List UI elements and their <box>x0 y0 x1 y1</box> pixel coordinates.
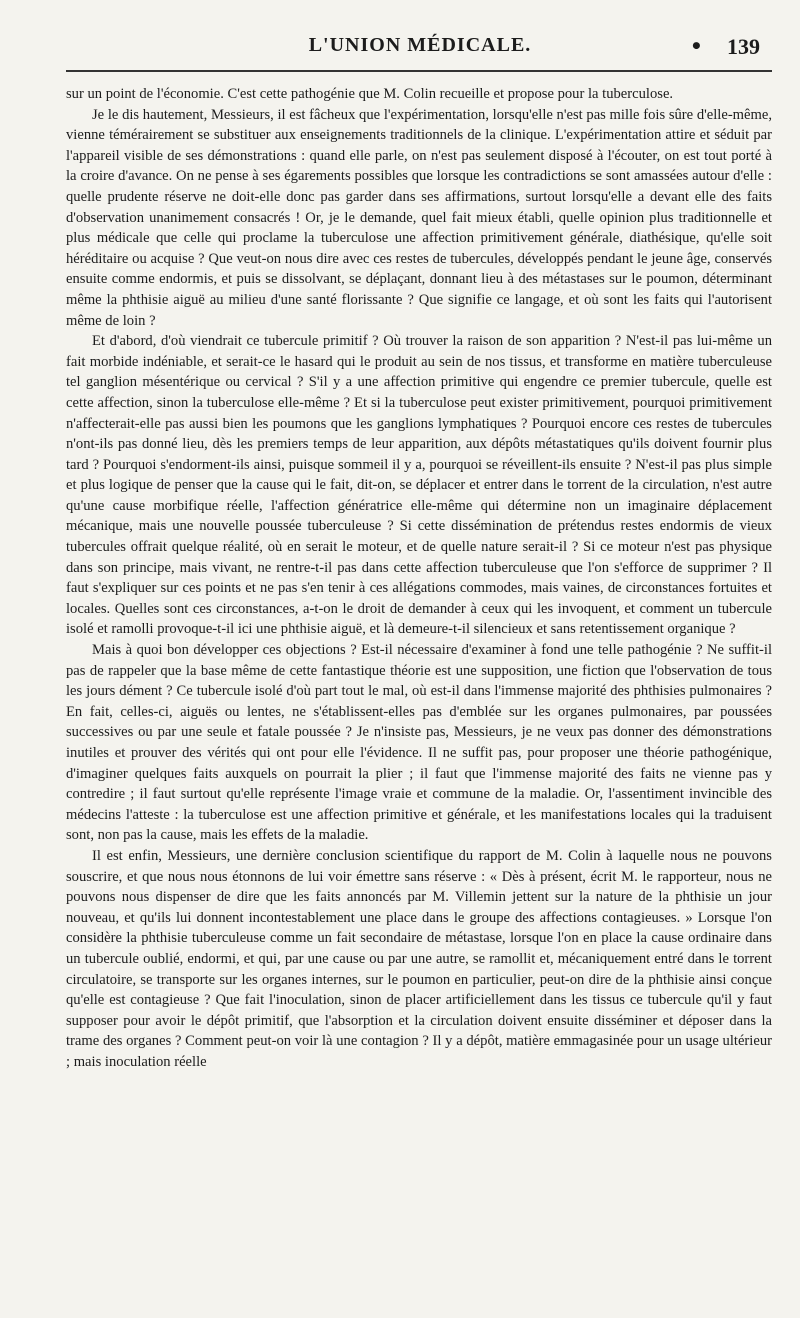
paragraph: Je le dis hautement, Messieurs, il est fâcheux que l'expérimentation, lorsqu'elle n'est pas mille fois sûre d'elle-même, vienne témérairement se substituer aux enseignements traditionnels de la clinique. L'expérimentation attire et séduit par l'appareil visible de ses démonstrations : quand elle parle, on n'est pas seulement disposé à l'écouter, on est tout porté à la croire d'avance. On ne pense à ses égarements possibles que lorsque les contradictions se sont amassées autour d'elle : quelle prudente réserve ne doit-elle donc pas garder dans ses affirmations, surtout lorsqu'elle a devant elle des faits d'observation unanimement consacrés ! Or, je le demande, quel fait mieux établi, quelle opinion plus traditionnelle et plus médicale que celle qui proclame la tuberculose une affection primitivement générale, diathésique, qu'elle soit héréditaire ou acquise ? Que veut-on nous dire avec ces restes de tubercules, développés pendant le jeune âge, conservés ensuite comme endormis, et puis se dissolvant, se déplaçant, donnant lieu à des métastases sur le poumon, déterminant même la phthisie aiguë au milieu d'une santé florissante ? Que signifie ce langage, et où sont les faits qui l'autorisent même de loin ? <box>66 106 772 329</box>
header-marker: • <box>690 34 703 58</box>
running-title: L'UNION MÉDICALE. <box>308 34 532 56</box>
page-number: 139 <box>727 34 760 59</box>
paragraph: Et d'abord, d'où viendrait ce tubercule primitif ? Où trouver la raison de son apparition ? N'est-il pas lui-même un fait morbide indéniable, et serait-ce le hasard qui le produit au sein de nos tissus, et transforme en matière tuberculeuse tel ganglion mésentérique ou cervical ? S'il y a une affection primitive qui engendre ce premier tubercule, quelle est cette affection, sinon la tuberculose elle-même ? Et si la tuberculose peut exister primitivement, pourquoi primitivement n'affecterait-elle pas aussi bien les poumons que les ganglions lymphatiques ? Pourquoi encore ces restes de tubercules n'ont-ils pas donné lieu, dès les premiers temps de leur apparition, aux dépôts métastatiques qu'ils doivent fournir plus tard ? Pourquoi s'endorment-ils ainsi, puisque sommeil il y a, pourquoi se réveillent-ils ensuite ? N'est-il pas plus simple et plus logique de penser que la cause qui le fait, dit-on, se déplacer et entrer dans le torrent de la circulation, n'est autre qu'une cause morbifique réelle, l'affection génératrice elle-même qui détermine non un imaginaire déplacement mécanique, mais une nouvelle poussée tuberculeuse ? Si cette dissémination de prétendus restes endormis de vieux tubercules offrait quelque réalité, où en serait le moteur, et de quelle nature serait-il ? Si ce moteur n'est pas physique dans son principe, mais vivant, ne rentre-t-il pas dans cette affection tuberculeuse que l'on s'efforce de supprimer ? Il faut s'expliquer sur ces points et ne pas s'en tenir à ces allégations commodes, mais vaines, de circonstances fortuites et locales. Quelles sont ces circonstances, a-t-on le droit de demander à ceux qui les invoquent, et comment un tubercule isolé et ramolli provoque-t-il ici une phthisie aiguë, et là demeure-t-il silencieux et sans retentissement organique ? <box>66 333 772 638</box>
page-header <box>70 34 770 66</box>
paragraph: Il est enfin, Messieurs, une dernière conclusion scientifique du rapport de M. Colin à laquelle nous ne pouvons souscrire, et que nous nous étonnons de lui voir émettre sans réserve : « Dès à présent, écrit M. le rapporteur, nous ne pouvons nous dispenser de dire que les faits annoncés par M. Villemin jettent sur la nature de la phthisie un jour nouveau, et qu'ils lui donnent incontestablement une place dans le groupe des affections contagieuses. » Lorsque l'on considère la phthisie tuberculeuse comme un fait secondaire de métastase, lorsque l'on en place la cause ordinaire dans un tubercule oublié, endormi, et qui, par une cause ou par une autre, se ramollit et, mécaniquement entré dans le torrent circulatoire, se transporte sur les organes internes, sur le poumon en particulier, peut-on dire de la phthisie ainsi conçue qu'elle est contagieuse ? Que fait l'inoculation, sinon de placer artificiellement dans les tissus ce tubercule qu'il y faut supposer pour avoir le dépôt primitif, que l'absorption et la circulation doivent ensuite disséminer et déposer dans la trame des organes ? Comment peut-on voir là une contagion ? Il y a dépôt, matière emmagasinée pour un usage ultérieur ; mais inoculation réelle <box>66 847 772 1070</box>
header-rule <box>66 70 772 72</box>
paragraph: Mais à quoi bon développer ces objections ? Est-il nécessaire d'examiner à fond une telle pathogénie ? Ne suffit-il pas de rappeler que la base même de cette fantastique théorie est une supposition, une fiction que l'observation de tous les jours dément ? Ce tubercule isolé d'où part tout le mal, où est-il dans l'immense majorité des phthisies pulmonaires ? En fait, celles-ci, aiguës ou lentes, ne s'établissent-elles pas d'emblée sur les organes pulmonaires, par poussées successives ou par une seule et fatale poussée ? Je n'insiste pas, Messieurs, je ne veux pas donner des démonstrations inutiles et prouver des vérités qui ont pour elle l'évidence. Il ne suffit pas, pour proposer une théorie pathogénique, d'imaginer quelques faits auxquels on pourrait la plier ; il faut que l'immense majorité des faits ne vienne pas y contredire ; il faut surtout qu'elle représente l'image vraie et commune de la maladie. Or, l'assentiment invincible des médecins l'atteste : la tuberculose est une affection primitive et générale, et les manifestations locales qui la traduisent sont, non pas la cause, mais les effets de la maladie. <box>66 642 772 844</box>
paragraph-continuation: sur un point de l'économie. C'est cette pathogénie que M. Colin recueille et propose pour la tuberculose. <box>66 86 674 102</box>
article-body <box>66 84 772 1073</box>
